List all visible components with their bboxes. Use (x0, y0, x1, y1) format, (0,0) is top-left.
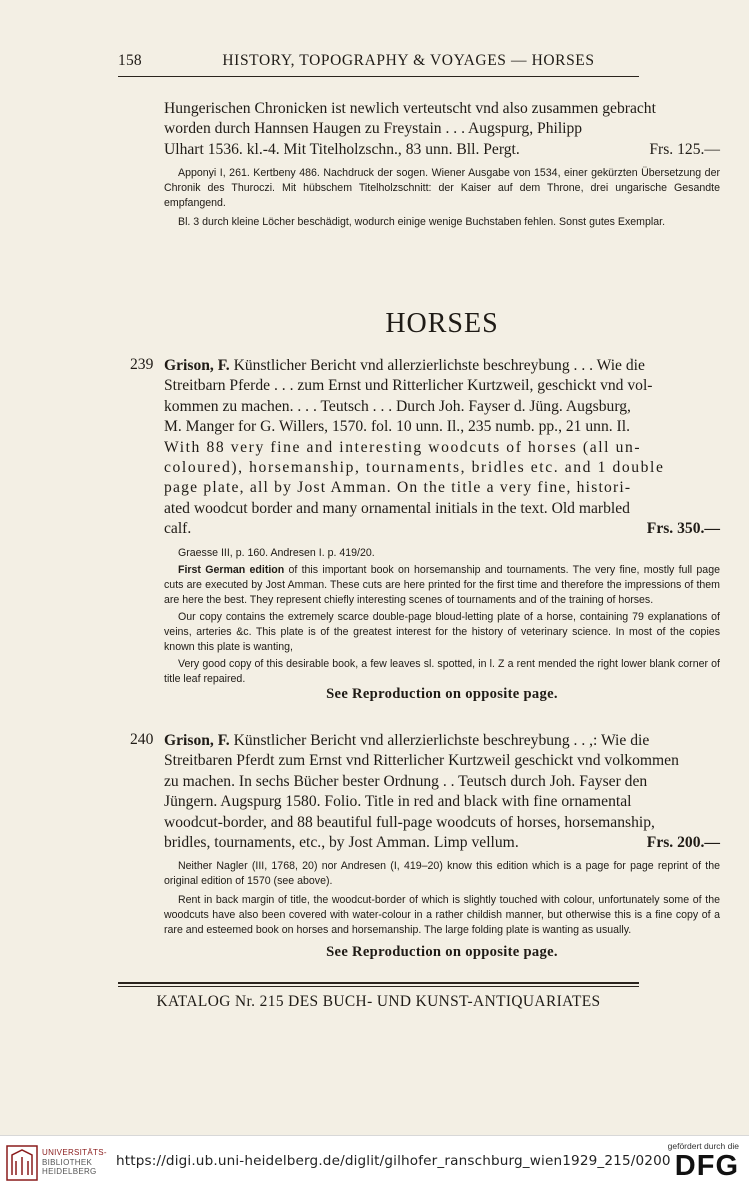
text-line: ated woodcut border and many ornamental initials in the text. Old marbled (164, 499, 630, 517)
running-title: HISTORY, TOPOGRAPHY & VOYAGES — HORSES (222, 52, 595, 69)
text-line: coloured), horsemanship, tournaments, bridles etc. and 1 double (164, 459, 665, 477)
text-line: bridles, tournaments, etc., by Jost Amman. Limp vellum. (164, 834, 519, 852)
permalink-url[interactable]: https://digi.ub.uni-heidelberg.de/diglit/gilhofer_ranschburg_wien1929_215/0200 (116, 1153, 671, 1169)
logo-line: BIBLIOTHEK (42, 1157, 93, 1167)
lot-239-description (164, 356, 720, 540)
reproduction-note: See Reproduction on opposite page. (326, 944, 558, 960)
price: Frs. 125.— (649, 140, 720, 158)
plate-note: Our copy contains the extremely scarce double-page bloud-letting plate of a horse, containing 79 explanations of veins, arteries &c. This plate is of the greatest interest for the history of veterinary science. In most of the copies known this plate is wanting, (164, 610, 720, 653)
author: Grison, F. (164, 732, 230, 749)
text-line: Ulhart 1536. kl.-4. Mit Titelholzschn., 83 unn. Bll. Pergt. (164, 140, 520, 158)
text-line (164, 356, 720, 376)
logo-line: HEIDELBERG (42, 1167, 97, 1176)
reproduction-note: See Reproduction on opposite page. (326, 686, 558, 702)
text-line: woodcut-border, and 88 beautiful full-page woodcuts of horses, horsemanship, (164, 813, 655, 831)
condition-note: Bl. 3 durch kleine Löcher beschädigt, wodurch einige wenige Buchstaben fehlen. Sonst gutes Exemplar. (178, 216, 666, 229)
running-header (118, 52, 639, 70)
text-line: calf. (164, 520, 192, 538)
edition-label: First German edition (178, 563, 285, 576)
text-line: Hungerischen Chronicken ist newlich verteutscht vnd also zusammen gebracht (164, 100, 656, 117)
author: Grison, F. (164, 357, 230, 374)
library-logo-text[interactable] (42, 1148, 107, 1177)
lot-number: 239 (130, 356, 154, 373)
catalog-footer: KATALOG Nr. 215 DES BUCH- UND KUNST-ANTIQUARIATES (156, 993, 601, 1010)
title-fragment: Künstlicher Bericht vnd allerzierlichste beschreybung . . ,: Wie die (229, 732, 650, 749)
section-title: HORSES (385, 308, 499, 339)
dfg-logo[interactable]: DFG (674, 1150, 739, 1182)
text-line-with-price (164, 140, 720, 160)
lot-240 (164, 731, 720, 938)
condition-note: Very good copy of this desirable book, a few leaves sl. spotted, in l. Z a rent mended the right lower blank corner of title leaf repaired. (164, 657, 720, 685)
text-line-with-price (164, 833, 720, 853)
price: Frs. 200.— (646, 834, 720, 852)
text-line: Streitbaren Pferdt zum Ernst vnd Ritterlicher Kurtzweil geschickt vnd volkommen (164, 752, 679, 770)
previous-entry (164, 99, 720, 230)
text-line (164, 731, 720, 751)
text-line: worden durch Hannsen Haugen zu Freystain . . . Augspurg, Philipp (164, 120, 583, 138)
edition-note (164, 563, 720, 608)
logo-line: UNIVERSITÄTS- (42, 1148, 107, 1157)
text-line: M. Manger for G. Willers, 1570. fol. 10 unn. Il., 235 numb. pp., 21 unn. Il. (164, 418, 630, 436)
footer-rule (118, 982, 639, 984)
page-number: 158 (118, 52, 142, 69)
price: Frs. 350.— (646, 520, 720, 538)
text-line: kommen zu machen. . . . Teutsch . . . Durch Joh. Fayser d. Jüng. Augsburg, (164, 397, 631, 415)
bibliographic-reference: Graesse III, p. 160. Andresen I. p. 419/20. (178, 546, 375, 559)
text-line: With 88 very fine and interesting woodcuts of horses (all un- (164, 438, 642, 456)
digitization-bar (0, 1135, 749, 1189)
condition-note: Rent in back margin of title, the woodcut-border of which is slightly touched with colour, unfortunately some of the woodcuts have also been covered with water-colour in a rather childish manner, but otherwise this is a fine copy of a rare and esteemed book on horses and horsemanship. The large folding plate is wanting as usually. (164, 894, 720, 937)
header-rule (118, 76, 639, 77)
text-line: Streitbarn Pferde . . . zum Ernst und Ritterlicher Kurtzweil, geschickt vnd vol- (164, 377, 653, 395)
footer-rule (118, 986, 639, 987)
text-line: zu machen. In sechs Bücher bester Ordnung . . Teutsch durch Joh. Fayser den (164, 772, 648, 790)
edition-text: of this important book on horsemanship and tournaments. The very fine, mostly full page cuts are executed by Jost Amman. These cuts are here printed for the first time and therefore the impressions of them are here the best. They represent chiefly interesting scenes of tournaments and of the training of horses. (164, 563, 720, 606)
lot-240-description (164, 731, 720, 853)
lot-239 (164, 356, 720, 687)
bibliographic-note: Apponyi I, 261. Kertbeny 486. Nachdruck der sogen. Wiener Ausgabe von 1534, einer gekürzten Übersetzung der Chronik des Thuroczi. Mit hübschem Titelholzschnitt: der Kaiser auf dem Throne, drei ungarische Gesandte empfangend. (164, 167, 720, 210)
text-line: Jüngern. Augspurg 1580. Folio. Title in red and black with fine ornamental (164, 793, 632, 811)
previous-entry-text (164, 99, 720, 160)
lot-number: 240 (130, 731, 154, 748)
funding-caption: gefördert durch die (667, 1141, 739, 1151)
text-line: page plate, all by Jost Amman. On the title a very fine, histori- (164, 479, 632, 497)
university-seal-icon[interactable] (6, 1145, 38, 1181)
bibliographic-note: Neither Nagler (III, 1768, 20) nor Andresen (I, 419–20) know this edition which is a page for page reprint of the original edition of 1570 (see above). (164, 860, 720, 888)
title-fragment: Künstlicher Bericht vnd allerzierlichste beschreybung . . . Wie die (229, 357, 645, 374)
text-line-with-price (164, 519, 720, 539)
